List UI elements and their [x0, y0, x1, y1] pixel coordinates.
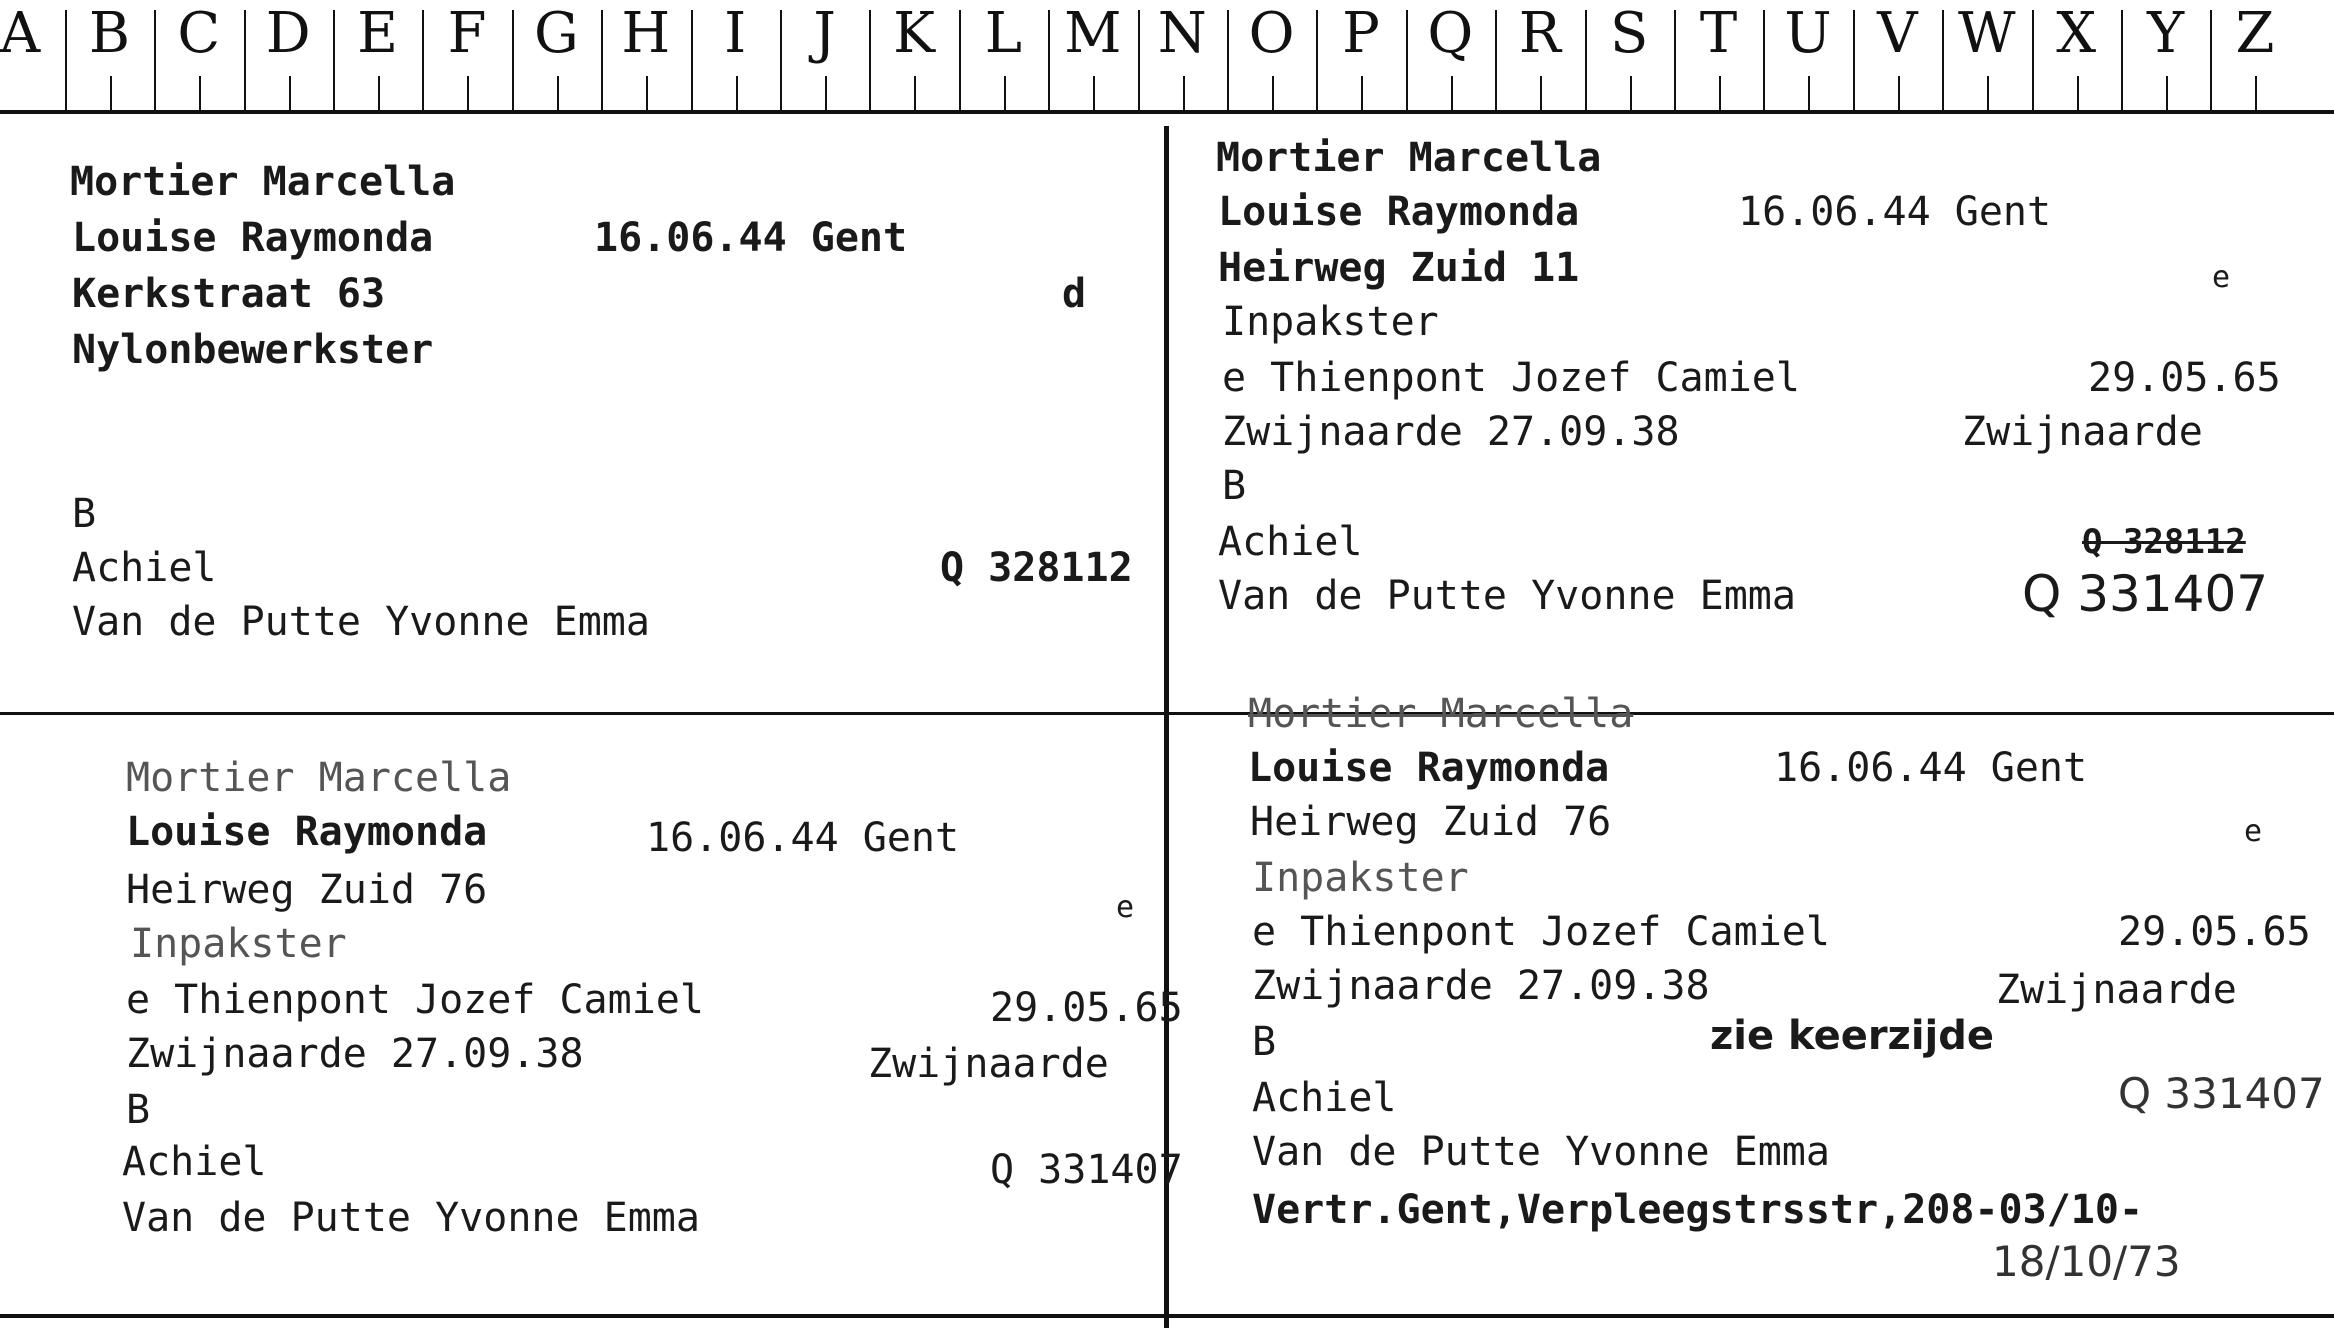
card-line: Vertr.Gent,Verpleegstrsstr,208-03/10-	[1252, 1187, 2144, 1233]
ruler-separator	[1585, 10, 1587, 110]
ruler-tick	[914, 76, 916, 110]
index-letter-j: J	[813, 1, 836, 66]
ruler-separator	[959, 10, 961, 110]
ruler-tick	[199, 76, 201, 110]
ruler-separator	[512, 10, 514, 110]
index-letter-w: W	[1958, 1, 2016, 66]
ruler-tick	[646, 76, 648, 110]
card-line: 16.06.44 Gent	[594, 215, 908, 261]
card-line: Achiel	[1218, 519, 1363, 565]
ruler-tick	[1272, 76, 1274, 110]
ruler-tick	[1630, 76, 1632, 110]
card-line: Mortier Marcella	[1216, 135, 1602, 181]
ruler-separator	[2032, 10, 2034, 110]
card-line: Q 331407	[990, 1147, 1183, 1193]
card-line: 16.06.44 Gent	[1738, 189, 2052, 235]
card-line: e	[2212, 260, 2231, 295]
ruler-tick	[467, 76, 469, 110]
ruler-tick	[736, 76, 738, 110]
ruler-tick	[378, 76, 380, 110]
card-line: Louise Raymonda	[1248, 745, 1610, 791]
ruler-tick	[110, 76, 112, 110]
ruler-separator	[601, 10, 603, 110]
card-line: Inpakster	[1222, 299, 1439, 345]
card-line: Achiel	[122, 1139, 267, 1185]
ruler-separator	[869, 10, 871, 110]
card-line: Van de Putte Yvonne Emma	[1218, 573, 1796, 619]
ruler-separator	[1674, 10, 1676, 110]
card-line: e Thienpont Jozef Camiel	[126, 977, 704, 1023]
card-line: Zwijnaarde	[1962, 409, 2203, 455]
card-line: e Thienpont Jozef Camiel	[1222, 355, 1800, 401]
card-line: 16.06.44 Gent	[646, 815, 960, 861]
card-line: Zwijnaarde	[868, 1041, 1109, 1087]
card-line: Heirweg Zuid 76	[1250, 799, 1612, 845]
ruler-separator	[1316, 10, 1318, 110]
ruler-tick	[1093, 76, 1095, 110]
index-letter-r: R	[1518, 1, 1561, 66]
ruler-tick	[557, 76, 559, 110]
index-letter-k: K	[893, 1, 935, 66]
ruler-tick	[1361, 76, 1363, 110]
index-letter-l: L	[984, 1, 1022, 66]
handwritten-number: Q 331407	[2022, 565, 2269, 623]
index-letter-g: G	[534, 1, 579, 66]
card-line: Zwijnaarde 27.09.38	[1252, 963, 1710, 1009]
ruler-separator	[1406, 10, 1408, 110]
card-line: Zwijnaarde 27.09.38	[1222, 409, 1680, 455]
card-line: Louise Raymonda	[1218, 189, 1580, 235]
index-letter-z: Z	[2235, 1, 2275, 66]
ruler-separator	[1942, 10, 1944, 110]
card-line: d	[1062, 271, 1087, 317]
index-letter-t: T	[1699, 1, 1738, 66]
ruler-separator	[65, 10, 67, 110]
index-letter-s: S	[1610, 1, 1649, 66]
ruler-tick	[1898, 76, 1900, 110]
ruler-tick	[825, 76, 827, 110]
card-line: e Thienpont Jozef Camiel	[1252, 909, 1830, 955]
index-letter-q: Q	[1427, 1, 1474, 66]
ruler-tick	[1004, 76, 1006, 110]
ruler-separator	[154, 10, 156, 110]
card-line: B	[126, 1087, 151, 1133]
card-line: Heirweg Zuid 11	[1218, 245, 1580, 291]
ruler-separator	[691, 10, 693, 110]
ruler-separator	[1227, 10, 1229, 110]
handwritten-date: 18/10/73	[1992, 1237, 2181, 1286]
index-letter-x: X	[2056, 1, 2097, 66]
index-letter-c: C	[177, 1, 221, 66]
ruler-separator	[1495, 10, 1497, 110]
ruler-tick	[1451, 76, 1453, 110]
stamp-zie-keerzijde: zie keerzijde	[1710, 1013, 1995, 1059]
struck-name-line: Mortier Marcella	[1248, 691, 1634, 737]
card-line: Mortier Marcella	[126, 755, 512, 801]
ruler-tick	[289, 76, 291, 110]
card-line: B	[1222, 463, 1247, 509]
index-letter-a: A	[0, 1, 41, 66]
card-line: Louise Raymonda	[72, 215, 434, 261]
card-line: Kerkstraat 63	[72, 271, 386, 317]
index-letter-u: U	[1784, 1, 1832, 66]
index-ruler	[0, 0, 2334, 110]
ruler-separator	[780, 10, 782, 110]
ruler-separator	[2121, 10, 2123, 110]
index-letter-e: E	[357, 1, 399, 66]
index-letter-i: I	[724, 1, 747, 66]
card-line: 29.05.65	[2088, 355, 2281, 401]
card-line: Zwijnaarde 27.09.38	[126, 1031, 584, 1077]
ruler-separator	[422, 10, 424, 110]
index-letter-b: B	[88, 1, 130, 66]
card-line: Achiel	[72, 545, 217, 591]
card-line: Zwijnaarde	[1996, 967, 2237, 1013]
ruler-tick	[1540, 76, 1542, 110]
card-line: Inpakster	[1252, 855, 1469, 901]
card-line: B	[1252, 1019, 1277, 1065]
card-line: Achiel	[1252, 1075, 1397, 1121]
card-line: 29.05.65	[2118, 909, 2311, 955]
ruler-separator	[244, 10, 246, 110]
card-line: Van de Putte Yvonne Emma	[72, 599, 650, 645]
ruler-tick	[1808, 76, 1810, 110]
ruler-baseline	[0, 110, 2334, 114]
index-letter-n: N	[1157, 1, 1207, 66]
card-line: e	[2244, 814, 2263, 849]
card-line: 29.05.65	[990, 985, 1183, 1031]
handwritten-number: Q 331407	[2118, 1069, 2325, 1118]
index-letter-d: D	[265, 1, 311, 66]
card-line: Inpakster	[130, 921, 347, 967]
index-letter-o: O	[1248, 1, 1295, 66]
ruler-tick	[1183, 76, 1185, 110]
ruler-tick	[1987, 76, 1989, 110]
ruler-separator	[333, 10, 335, 110]
index-letter-f: F	[447, 1, 487, 66]
card-line: Mortier Marcella	[70, 159, 456, 205]
card-line: Louise Raymonda	[126, 809, 488, 855]
struck-number: Q 328112	[2082, 522, 2246, 562]
index-letter-m: M	[1064, 1, 1122, 66]
ruler-tick	[2166, 76, 2168, 110]
index-letter-h: H	[621, 1, 671, 66]
ruler-tick	[2077, 76, 2079, 110]
ruler-separator	[1853, 10, 1855, 110]
ruler-separator	[1048, 10, 1050, 110]
card-line: Nylonbewerkster	[72, 327, 434, 373]
card-line: Q 328112	[940, 545, 1133, 591]
card-line: Van de Putte Yvonne Emma	[122, 1195, 700, 1241]
index-letter-v: V	[1877, 1, 1918, 66]
card-line: e	[1116, 890, 1135, 925]
card-line: Heirweg Zuid 76	[126, 867, 488, 913]
ruler-separator	[2210, 10, 2212, 110]
index-letter-y: Y	[2147, 1, 2185, 66]
ruler-tick	[2255, 76, 2257, 110]
card-line: 16.06.44 Gent	[1774, 745, 2088, 791]
ruler-separator	[1763, 10, 1765, 110]
card-line: Van de Putte Yvonne Emma	[1252, 1129, 1830, 1175]
ruler-tick	[1719, 76, 1721, 110]
index-letter-p: P	[1342, 1, 1380, 66]
card-line: B	[72, 491, 97, 537]
ruler-separator	[1138, 10, 1140, 110]
